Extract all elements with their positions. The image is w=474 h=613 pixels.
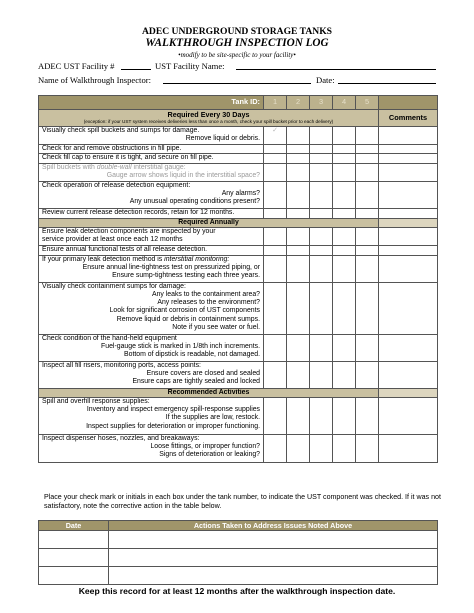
check-cell[interactable]: [310, 145, 333, 154]
table-row: [39, 282, 438, 334]
check-cell[interactable]: [264, 154, 287, 163]
section-every-30-days: [39, 110, 438, 127]
check-cell[interactable]: [287, 282, 310, 334]
row-text: service provider at least once each 12 months: [42, 236, 183, 244]
row-text-em: interstitial monitoring:: [164, 255, 230, 263]
check-cell[interactable]: [333, 435, 356, 463]
check-cell[interactable]: [264, 145, 287, 154]
row-text: Inventory and inspect emergency spill-response supplies: [86, 406, 260, 414]
check-cell[interactable]: [310, 154, 333, 163]
row-text: Check condition of the hand-held equipment: [42, 334, 177, 342]
check-cell[interactable]: [356, 245, 379, 255]
check-cell[interactable]: [333, 245, 356, 255]
check-cell[interactable]: [333, 154, 356, 163]
row-text: Remove liquid or debris.: [185, 135, 260, 143]
section-annual: [39, 218, 438, 227]
facility-number-label: ADEC UST Facility #: [38, 61, 115, 71]
comment-cell[interactable]: [379, 154, 438, 163]
facility-name-field[interactable]: [236, 69, 436, 70]
check-cell[interactable]: [264, 398, 287, 435]
check-cell[interactable]: [264, 255, 287, 282]
check-cell[interactable]: [333, 181, 356, 208]
tank-id-row: [39, 96, 438, 110]
row-text: Fuel-gauge stick is marked in 1/8th inch increments.: [101, 343, 260, 351]
inspection-table: [38, 95, 438, 463]
check-cell[interactable]: [356, 282, 379, 334]
row-text-em: double-wall: [96, 163, 132, 171]
row-text: Ensure caps are tightly sealed and locked: [132, 378, 260, 386]
log-date-header: Date: [39, 521, 109, 531]
check-cell[interactable]: [264, 181, 287, 208]
row-text: Visually check spill buckets and sumps for damage.: [42, 127, 200, 135]
tank-1-header: 1: [264, 96, 287, 110]
check-cell[interactable]: [310, 435, 333, 463]
check-cell[interactable]: [310, 227, 333, 245]
row-text: Ensure leak detection components are inspected by your: [42, 227, 216, 235]
comment-cell[interactable]: [379, 127, 438, 145]
check-cell[interactable]: [264, 245, 287, 255]
row-text: Ensure sump-tightness testing each three years.: [112, 272, 260, 280]
check-cell[interactable]: [264, 334, 287, 361]
check-cell[interactable]: [333, 127, 356, 145]
check-cell[interactable]: [310, 245, 333, 255]
log-row: [39, 549, 438, 567]
comment-cell[interactable]: [379, 208, 438, 218]
check-cell[interactable]: [287, 398, 310, 435]
check-cell[interactable]: [333, 334, 356, 361]
check-cell[interactable]: [356, 255, 379, 282]
check-cell[interactable]: [287, 208, 310, 218]
check-cell[interactable]: [264, 282, 287, 334]
check-cell[interactable]: [310, 181, 333, 208]
row-text: Look for significant corrosion of UST components: [109, 307, 260, 315]
table-row: [39, 245, 438, 255]
table-row: [39, 255, 438, 282]
section-note-30-days: (exception: if your UST system receives deliveries less than once a month, check your spill bucket prior to each delivery): [83, 119, 334, 125]
tank-3-header: 3: [310, 96, 333, 110]
table-row: [39, 361, 438, 388]
comment-cell[interactable]: [379, 282, 438, 334]
section-recommended: [39, 388, 438, 397]
check-cell[interactable]: [264, 127, 287, 145]
section-title-30-days: Required Every 30 Days: [167, 110, 250, 119]
row-text: Check for and remove obstructions in fill pipe.: [39, 145, 264, 154]
row-text: Any leaks to the containment area?: [151, 291, 260, 299]
log-header-row: [39, 521, 438, 531]
comment-cell[interactable]: [379, 334, 438, 361]
row-text: If the supplies are low, restock.: [165, 414, 260, 422]
check-cell[interactable]: [264, 208, 287, 218]
check-cell[interactable]: [333, 145, 356, 154]
row-text: Spill and overfill response supplies:: [42, 398, 150, 406]
facility-name-label: UST Facility Name:: [155, 61, 225, 71]
log-action-cell[interactable]: [109, 549, 438, 567]
log-row: [39, 567, 438, 585]
form-subtitle: •modify to be site-specific to your facility•: [178, 51, 296, 59]
table-row: [39, 127, 438, 145]
check-cell[interactable]: [264, 435, 287, 463]
row-text: Loose fittings, or improper function?: [150, 443, 260, 451]
comment-cell[interactable]: [379, 255, 438, 282]
row-text: Ensure annual functional tests of all release detection.: [39, 245, 264, 255]
table-row: [39, 154, 438, 163]
row-text: Remove liquid or debris in containment sumps.: [116, 315, 260, 323]
check-cell[interactable]: [287, 435, 310, 463]
comment-cell[interactable]: [379, 361, 438, 388]
row-text: Review current release detection records, retain for 12 months.: [39, 208, 264, 218]
checkmark-icon: ✓: [272, 127, 278, 135]
check-cell[interactable]: [310, 208, 333, 218]
check-cell[interactable]: [333, 361, 356, 388]
comment-cell[interactable]: [379, 435, 438, 463]
facility-number-field[interactable]: [121, 69, 151, 70]
check-cell[interactable]: [287, 145, 310, 154]
comment-cell[interactable]: [379, 145, 438, 154]
check-cell[interactable]: [356, 227, 379, 245]
check-cell[interactable]: [287, 334, 310, 361]
table-row: [39, 208, 438, 218]
instructions-text: Place your check mark or initials in each box under the tank number, to indicate the UST component was checked. If it was not satisfactory, note the corrective action in the table below.: [44, 493, 441, 510]
check-cell[interactable]: [333, 282, 356, 334]
table-row: [39, 398, 438, 435]
tank-4-header: 4: [333, 96, 356, 110]
row-text: Bottom of dipstick is readable, not damaged.: [124, 351, 260, 359]
row-text: Check fill cap to ensure it is tight, and secure on fill pipe.: [39, 154, 264, 163]
check-cell[interactable]: [287, 361, 310, 388]
row-text: Inspect all fill risers, monitoring ports, access points:: [42, 361, 201, 369]
check-cell[interactable]: [333, 208, 356, 218]
inspector-label: Name of Walkthrough Inspector:: [38, 75, 151, 85]
row-text: Any alarms?: [221, 189, 260, 197]
check-cell[interactable]: [356, 163, 379, 181]
check-cell[interactable]: [356, 181, 379, 208]
tank-2-header: 2: [287, 96, 310, 110]
row-text: Spill buckets with: [42, 163, 97, 171]
check-cell[interactable]: [356, 154, 379, 163]
row-text: Ensure covers are closed and sealed: [146, 370, 260, 378]
check-cell[interactable]: [333, 255, 356, 282]
check-cell[interactable]: [356, 127, 379, 145]
check-cell[interactable]: [287, 163, 310, 181]
form-title: WALKTHROUGH INSPECTION LOG: [145, 37, 329, 49]
comment-cell[interactable]: [379, 227, 438, 245]
comment-cell[interactable]: [379, 398, 438, 435]
check-cell[interactable]: [264, 163, 287, 181]
log-row: [39, 531, 438, 549]
log-date-cell[interactable]: [39, 567, 109, 585]
row-text: Visually check containment sumps for damage:: [42, 282, 186, 290]
check-cell[interactable]: [356, 334, 379, 361]
comment-cell[interactable]: [379, 245, 438, 255]
table-row: [39, 181, 438, 208]
corrective-action-log: [38, 520, 438, 585]
check-cell[interactable]: [356, 145, 379, 154]
comments-header: Comments: [379, 110, 438, 127]
date-field[interactable]: [338, 83, 436, 84]
row-text: Signs of deterioration or leaking?: [159, 451, 260, 459]
check-cell[interactable]: [310, 282, 333, 334]
check-cell[interactable]: [310, 255, 333, 282]
check-cell[interactable]: [287, 127, 310, 145]
check-cell[interactable]: [287, 154, 310, 163]
row-text: If your primary leak detection method is: [42, 255, 165, 263]
check-cell[interactable]: [264, 227, 287, 245]
tank-5-header: 5: [356, 96, 379, 110]
log-date-cell[interactable]: [39, 549, 109, 567]
section-title-annual: Required Annually: [39, 218, 379, 227]
check-cell[interactable]: [310, 163, 333, 181]
row-text: Inspect supplies for deterioration or improper functioning.: [86, 422, 260, 430]
log-date-cell[interactable]: [39, 531, 109, 549]
row-text: Inspect dispenser hoses, nozzles, and breakaways:: [42, 435, 200, 443]
check-cell[interactable]: [356, 398, 379, 435]
check-cell[interactable]: [287, 181, 310, 208]
table-row: [39, 435, 438, 463]
table-row: [39, 227, 438, 245]
row-text: interstitial gauge:: [131, 163, 186, 171]
check-cell[interactable]: [310, 361, 333, 388]
check-cell[interactable]: [287, 255, 310, 282]
check-cell[interactable]: [310, 398, 333, 435]
check-cell[interactable]: [356, 208, 379, 218]
check-cell[interactable]: [287, 227, 310, 245]
table-row: [39, 334, 438, 361]
check-cell[interactable]: [310, 127, 333, 145]
log-action-cell[interactable]: [109, 567, 438, 585]
row-text: Ensure annual line-tightness test on pressurized piping, or: [82, 264, 260, 272]
date-label: Date:: [316, 75, 335, 85]
check-cell[interactable]: [264, 361, 287, 388]
table-row: [39, 163, 438, 181]
log-actions-header: Actions Taken to Address Issues Noted Above: [109, 521, 438, 531]
comment-cell[interactable]: [379, 181, 438, 208]
row-text: Gauge arrow shows liquid in the interstitial space?: [106, 171, 260, 179]
check-cell[interactable]: [310, 334, 333, 361]
retention-notice: Keep this record for at least 12 months after the walkthrough inspection date.: [78, 586, 396, 596]
row-text: Check operation of release detection equipment:: [42, 181, 191, 189]
log-action-cell[interactable]: [109, 531, 438, 549]
tank-id-label: Tank ID:: [39, 96, 264, 110]
table-row: [39, 145, 438, 154]
section-title-recommended: Recommended Activities: [39, 388, 379, 397]
row-text: Any unusual operating conditions present?: [129, 198, 260, 206]
inspector-field[interactable]: [163, 83, 311, 84]
check-cell[interactable]: [356, 361, 379, 388]
check-cell[interactable]: [356, 435, 379, 463]
row-text: Any releases to the environment?: [157, 299, 260, 307]
check-cell[interactable]: [333, 163, 356, 181]
comment-cell[interactable]: [379, 163, 438, 181]
page-title: ADEC UNDERGROUND STORAGE TANKS: [141, 26, 333, 37]
check-cell[interactable]: [287, 245, 310, 255]
check-cell[interactable]: [333, 398, 356, 435]
row-text: Note if you see water or fuel.: [172, 323, 260, 331]
check-cell[interactable]: [333, 227, 356, 245]
